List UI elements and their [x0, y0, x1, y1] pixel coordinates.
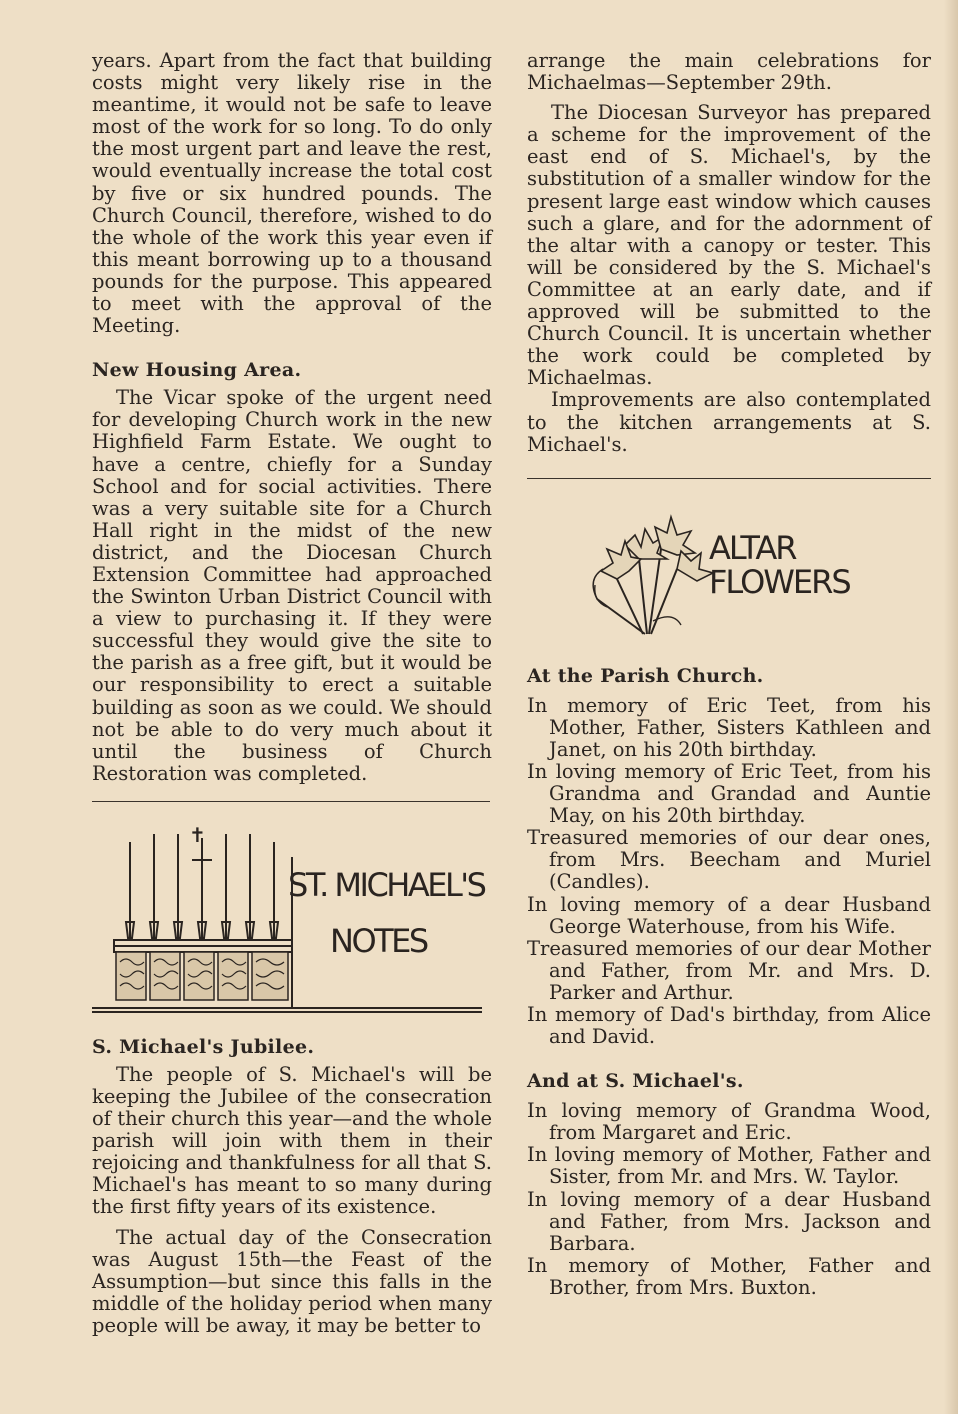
list-item: In loving memory of Eric Teet, from his Grandma and Grandad and Auntie May, on his 20th birthday. — [527, 759, 931, 828]
list-item: In memory of Mother, Father and Brother, from Mrs. Buxton. — [527, 1253, 931, 1299]
left-column — [92, 50, 492, 1337]
page-edge-shadow — [944, 0, 958, 1414]
list-item: Treasured memories of our dear Mother and Father, from Mr. and Mrs. D. Parker and Arthur. — [527, 936, 931, 1004]
list-item: In memory of Eric Teet, from his Mother, Father, Sisters Kathleen and Janet, on his 20th birthday. — [527, 693, 931, 761]
parish-church-heading: At the Parish Church. — [527, 664, 764, 687]
altar-flowers-title-line1: ALTAR — [709, 528, 796, 567]
jubilee-heading: S. Michael's Jubilee. — [92, 1035, 315, 1058]
altar-flowers-title-line2: FLOWERS — [709, 562, 850, 601]
list-item: In loving memory of a dear Husband George Waterhouse, from his Wife. — [527, 892, 931, 938]
new-housing-heading: New Housing Area. — [92, 359, 302, 382]
consecration-paragraph: The actual day of the Consecration was August 15th—the Feast of the Assumption—but since this falls in the middle of the holiday period when many people will be away, it may be better to — [92, 1225, 492, 1337]
jubilee-paragraph: The people of S. Michael's will be keeping the Jubilee of the consecration of their church this year—and the whole parish will join with them in their rejoicing and thankfulness for all that S. Michael's has meant to so many during the first fifty years of its existence. — [92, 1062, 492, 1219]
building-costs-paragraph: years. Apart from the fact that building costs might very likely rise in the meantime, it would not be safe to leave most of the work for so long. To do only the most urgent part and leave the rest, would eventually increase the total cost by five or six hundred pounds. The Church Council, therefore, wished to do the whole of the work this year even if this meant borrowing up to a thousand pounds for the purpose. This appeared to meet with the approval of the Meeting. — [92, 49, 492, 338]
list-item: In loving memory of a dear Husband and Father, from Mrs. Jackson and Barbara. — [527, 1187, 931, 1255]
st-michaels-notes-title-line2: NOTES — [330, 921, 427, 960]
list-item: Treasured memories of our dear ones, from Mrs. Beecham and Muriel (Candles). — [527, 826, 931, 894]
michaelmas-paragraph: arrange the main celebrations for Michaelmas—September 29th. — [527, 49, 931, 95]
svg-text:✝: ✝ — [189, 822, 206, 847]
st-michaels-notes-title-line1: ST. MICHAEL'S — [288, 865, 485, 904]
list-item: In memory of Dad's birthday, from Alice and David. — [527, 1003, 931, 1049]
altar-flowers-logo — [527, 479, 931, 657]
kitchen-paragraph: Improvements are also contemplated to the kitchen arrangements at S. Michael's. — [527, 388, 931, 456]
lily-flowers-icon — [577, 489, 717, 639]
list-item: In loving memory of Mother, Father and Sister, from Mr. and Mrs. W. Taylor. — [527, 1143, 931, 1189]
altar-rail-icon — [92, 802, 490, 1016]
right-column — [527, 50, 931, 1299]
list-item: In loving memory of Grandma Wood, from Margaret and Eric. — [527, 1099, 931, 1145]
st-michaels-notes-logo — [92, 802, 490, 1016]
housing-paragraph: The Vicar spoke of the urgent need for developing Church work in the new Highfield Farm Estate. We ought to have a centre, chiefly for a Sunday School and for social activities. There was a very suitable site for a Church Hall right in the midst of the new district, and the Diocesan Church Extension Committee had approached the Swinton Urban District Council with a view to purchasing it. If they were successful they would give the site to the parish as a free gift, but it would be our responsibility to erect a suitable building as soon as we could. We should not be able to do very much about it until the business of Church Restoration was completed. — [92, 386, 492, 785]
st-michaels-flowers-heading: And at S. Michael's. — [527, 1070, 744, 1093]
diocesan-surveyor-paragraph: The Diocesan Surveyor has prepared a scheme for the improvement of the east end of S. Michael's, by the substitution of a smaller window for the present large east window which causes such a glare, and for the adornment of the altar with a canopy or tester. This will be considered by the S. Michael's Committee at an early date, and if approved will be submitted to the Church Council. It is uncertain whether the work could be completed by Michaelmas. — [527, 101, 931, 390]
